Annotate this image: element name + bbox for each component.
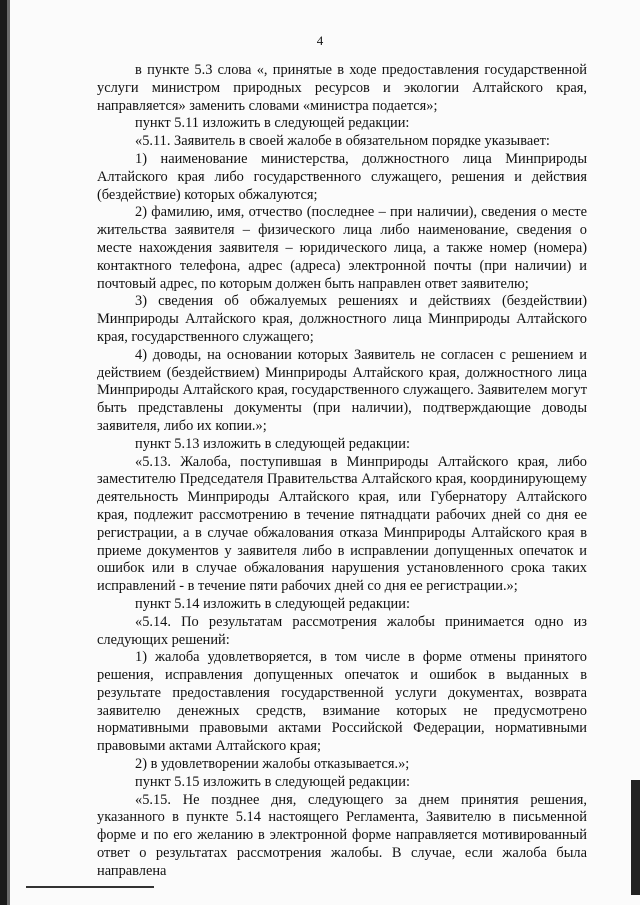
paragraph: «5.15. Не позднее дня, следующего за днем принятия решения, указанного в пункте 5.14 настоящего Регламента, Заявителю в письменной форме и по его желанию в электронной форме направляется мотивированный ответ о результатах рассмотрения жалобы. В случае, если жалоба была направлена: [97, 791, 587, 879]
scan-edge-left: [0, 0, 7, 905]
paragraph: пункт 5.11 изложить в следующей редакции:: [135, 115, 410, 132]
paragraph: 1) наименование министерства, должностного лица Минприроды Алтайского края либо государственного служащего, решения и действия (бездействие) которых обжалуются;: [97, 150, 587, 203]
paragraph: 4) доводы, на основании которых Заявитель не согласен с решением и действием (бездействием) Минприроды Алтайского края, должностного лица Минприроды Алтайского края, государственного служащего. Заявителем могут быть представлены документы (при наличии), подтверждающие доводы заявителя, либо их копии.»;: [97, 346, 587, 434]
paragraph: в пункте 5.3 слова «, принятые в ходе предоставления государственной услуги министром природных ресурсов и экологии Алтайского края, направляется» заменить словами «министра подается»;: [97, 62, 587, 114]
scan-edge-right: [631, 780, 640, 895]
document-body: [97, 62, 587, 881]
paragraph: «5.13. Жалоба, поступившая в Минприроды Алтайского края, либо заместителю Председателя Правительства Алтайского края, координирующему деятельность Минприроды Алтайского края, или Губернатору Алтайского края, подлежит рассмотрению в течение пятнадцати рабочих дней со дня ее регистрации, а в случае обжалования отказа Минприроды Алтайского края в приеме документов у заявителя либо в исправлении допущенных опечаток и ошибок или в случае обжалования нарушения установленного срока таких исправлений - в течение пяти рабочих дней со дня ее регистрации.»;: [97, 453, 587, 595]
paragraph: пункт 5.14 изложить в следующей редакции:: [135, 595, 410, 612]
paragraph: пункт 5.13 изложить в следующей редакции:: [135, 435, 410, 452]
paragraph: «5.11. Заявитель в своей жалобе в обязательном порядке указывает:: [135, 133, 550, 150]
paragraph: пункт 5.15 изложить в следующей редакции:: [135, 773, 410, 790]
page-number: 4: [316, 33, 324, 48]
paragraph: 2) в удовлетворении жалобы отказывается.»;: [135, 756, 410, 773]
scan-edge-left-fade: [7, 0, 10, 905]
bottom-rule: [26, 886, 154, 888]
paragraph: «5.14. По результатам рассмотрения жалобы принимается одно из следующих решений:: [97, 613, 587, 648]
paragraph: 1) жалоба удовлетворяется, в том числе в форме отмены принятого решения, исправления допущенных опечаток и ошибок в выданных в результате предоставления государственной услуги документах, возврата заявителю денежных средств, взимание которых не предусмотрено нормативными правовыми актами Российской Федерации, нормативными правовыми актами Алтайского края;: [97, 649, 587, 755]
paragraph: 3) сведения об обжалуемых решениях и действиях (бездействии) Минприроды Алтайского края, должностного лица Минприроды Алтайского края, государственного служащего;: [97, 293, 587, 345]
paragraph: 2) фамилию, имя, отчество (последнее – при наличии), сведения о месте жительства заявителя – физического лица либо наименование, сведения о месте нахождения заявителя – юридического лица, а также номер (номера) контактного телефона, адрес (адреса) электронной почты (при наличии) и почтовый адрес, по которым должен быть направлен ответ заявителю;: [97, 204, 587, 292]
